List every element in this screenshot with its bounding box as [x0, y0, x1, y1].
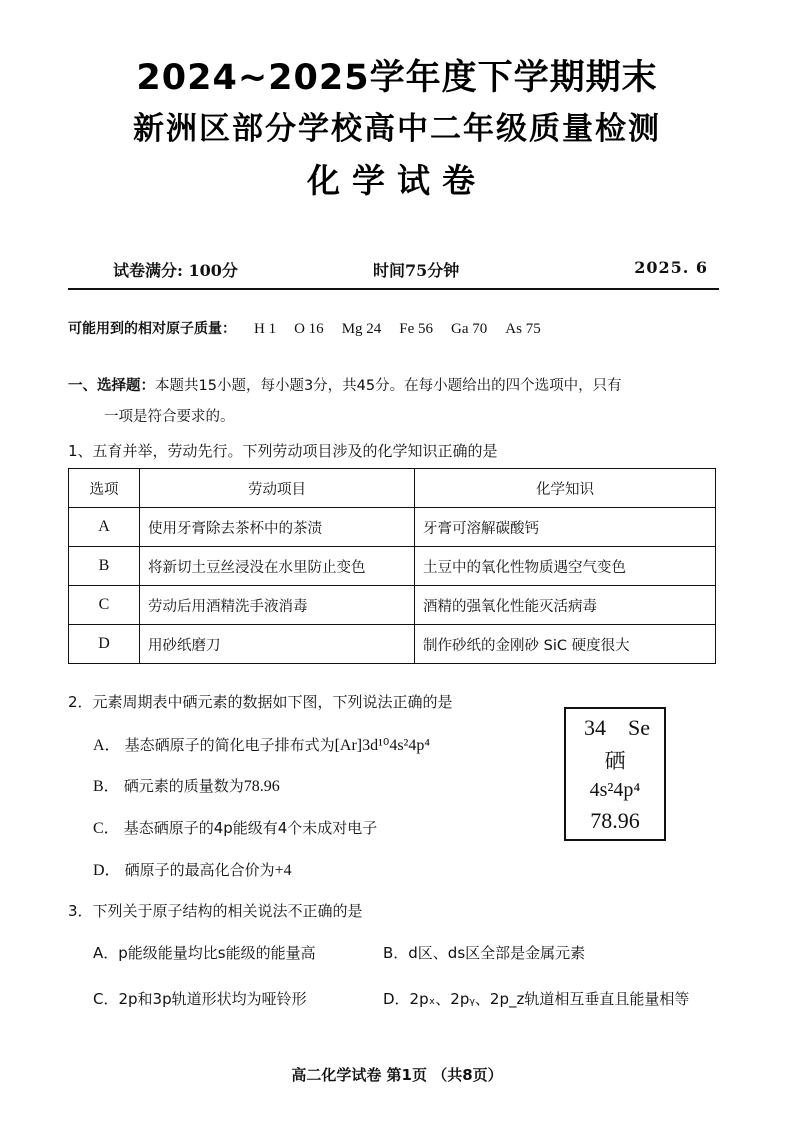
exam-date: 2025. 6 [634, 258, 708, 277]
question-3-option-a: A．p能级能量均比s能级的能量高 [93, 944, 316, 962]
section1-instructions-cont: 一项是符合要求的。 [104, 409, 235, 425]
option-text: 基态硒原子的简化电子排布式为 [124, 736, 335, 754]
knowledge-cell: 制作砂纸的金刚砂 SiC 硬度很大 [415, 625, 716, 664]
valence-value: +4 [274, 862, 292, 879]
labor-cell: 将新切土豆丝浸没在水里防止变色 [140, 547, 415, 586]
valence-config: 4s²4p⁴ [589, 779, 641, 801]
question-3-option-b: B．d区、ds区全部是金属元素 [383, 944, 586, 962]
option-key: A． [93, 737, 121, 754]
atomic-mass-item: Mg 24 [341, 321, 382, 337]
knowledge-cell: 土豆中的氧化性物质遇空气变色 [415, 547, 716, 586]
atomic-mass-item: H 1 [254, 321, 277, 337]
question-2-option-c [93, 815, 377, 838]
table-row [69, 625, 716, 664]
question-1-table [68, 468, 716, 664]
option-text: 硒元素的质量数为 [123, 777, 244, 795]
knowledge-cell: 酒精的强氧化性能灭活病毒 [415, 586, 716, 625]
question-2-stem: 2．元素周期表中硒元素的数据如下图，下列说法正确的是 [68, 693, 453, 711]
option-text: 基态硒原子的4p能级有4个未成对电子 [123, 819, 378, 837]
table-row [69, 508, 716, 547]
selenium-element-box [564, 707, 666, 841]
mass-value: 78.96 [243, 778, 280, 795]
relative-atomic-mass: 78.96 [590, 808, 640, 833]
table-header: 劳动项目 [140, 469, 415, 508]
atomic-masses-label: 可能用到的相对原子质量： [68, 321, 236, 337]
exam-meta-row [68, 258, 718, 286]
option-cell: B [69, 547, 140, 586]
section1-instructions [68, 374, 622, 395]
question-2-option-b [93, 773, 280, 796]
full-score: 试卷满分: 100分 [113, 261, 238, 280]
question-1-stem: 1、五育并举，劳动先行。下列劳动项目涉及的化学知识正确的是 [68, 442, 498, 460]
exam-title-subject: 化学试卷 [307, 161, 487, 200]
exam-title-line2: 新洲区部分学校高中二年级质量检测 [133, 111, 661, 147]
option-cell: D [69, 625, 140, 664]
atomic-mass-item: Ga 70 [451, 321, 488, 337]
question-2-option-a [93, 732, 430, 755]
option-key: C． [93, 820, 120, 837]
option-cell: A [69, 508, 140, 547]
table-row [69, 586, 716, 625]
table-row [69, 547, 716, 586]
option-text: 硒原子的最高化合价为 [124, 861, 275, 879]
question-3-stem: 3．下列关于原子结构的相关说法不正确的是 [68, 902, 363, 920]
knowledge-cell: 牙膏可溶解碳酸钙 [415, 508, 716, 547]
header-divider [68, 288, 719, 290]
labor-cell: 使用牙膏除去茶杯中的茶渍 [140, 508, 415, 547]
option-cell: C [69, 586, 140, 625]
table-header-row [69, 469, 716, 508]
atomic-mass-item: Fe 56 [399, 321, 434, 337]
labor-cell: 劳动后用酒精洗手液消毒 [140, 586, 415, 625]
option-key: B． [93, 778, 120, 795]
option-key: D． [93, 862, 121, 879]
atomic-mass-item: O 16 [294, 321, 324, 337]
section1-text: 本题共15小题，每小题3分，共45分。在每小题给出的四个选项中，只有 [155, 378, 622, 394]
question-2-option-d [93, 857, 292, 880]
element-symbol: Se [628, 715, 650, 740]
question-3-option-d: D．2pₓ、2pᵧ、2p_z轨道相互垂直且能量相等 [383, 990, 690, 1008]
page-footer: 高二化学试卷 第1页 （共8页） [291, 1066, 503, 1084]
element-name: 硒 [604, 749, 626, 773]
exam-time: 时间75分钟 [373, 261, 460, 280]
electron-config: [Ar]3d¹⁰4s²4p⁴ [334, 737, 430, 754]
section1-lead: 一、选择题： [68, 378, 155, 394]
atomic-number: 34 [584, 715, 606, 740]
labor-cell: 用砂纸磨刀 [140, 625, 415, 664]
question-3-option-c: C．2p和3p轨道形状均为哑铃形 [93, 990, 307, 1008]
atomic-mass-item: As 75 [505, 321, 541, 337]
exam-title-line1: 2024~2025学年度下学期期末 [136, 58, 658, 98]
table-header: 化学知识 [415, 469, 716, 508]
atomic-masses [68, 318, 541, 338]
table-header: 选项 [69, 469, 140, 508]
